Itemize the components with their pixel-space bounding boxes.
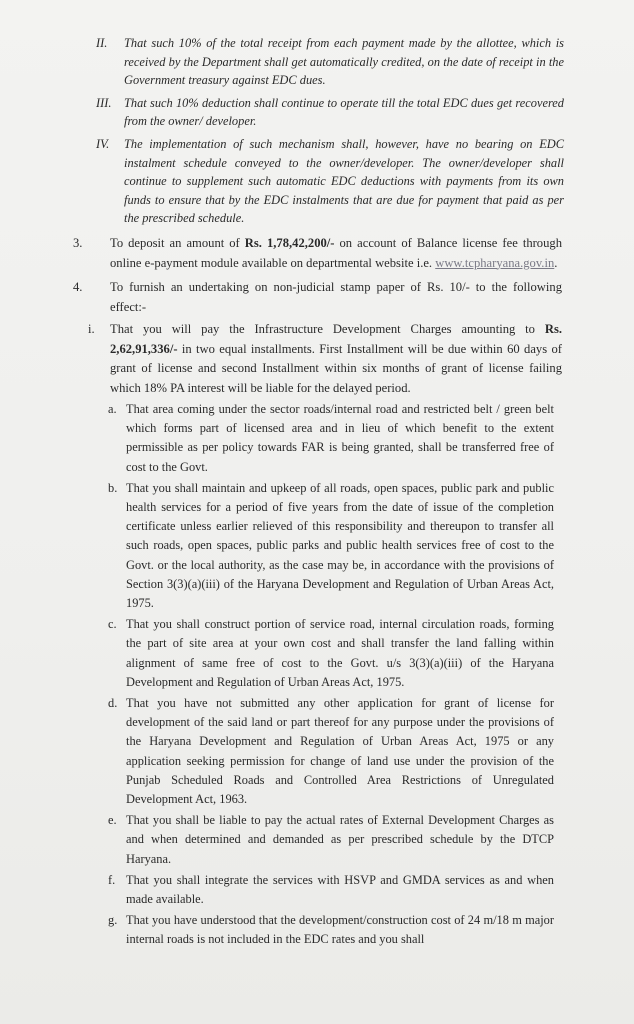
idc-amount: Rs. 2,62,91,336/-	[110, 322, 562, 356]
undertaking-letter: f.	[108, 872, 116, 887]
undertaking-text: That you will pay the Infrastructure Development Charges amounting to	[110, 322, 545, 337]
clause-number: III.	[96, 95, 112, 110]
undertaking-letter: b.	[108, 480, 118, 495]
undertaking-text-cont: in two equal installments. First Installment will be due within 60 days of grant of license and second Installment within six months of grant of license failing which 18% PA interest will be liable for the delayed period.	[110, 341, 562, 395]
clause-IV	[96, 135, 564, 228]
undertaking-i	[88, 320, 562, 398]
condition-number: 3.	[73, 235, 83, 250]
undertaking-e	[108, 811, 554, 869]
undertaking-text: That you have not submitted any other application for grant of license for development of the said land or part thereof for any purpose under the provisions of the Haryana Development and Regulation of Urban Areas Act, 1975 or any application seeking permission for change of land use under the provision of the Punjab Scheduled Roads and Controlled Area Restrictions of Unregulated Development Act, 1963.	[126, 695, 554, 806]
condition-3	[73, 234, 562, 273]
undertaking-letter: c.	[108, 617, 117, 632]
condition-text: To furnish an undertaking on non-judicial stamp paper of Rs. 10/- to the following effect:-	[110, 280, 562, 314]
undertaking-f	[108, 871, 554, 909]
undertaking-text: That you shall maintain and upkeep of all roads, open spaces, public park and public health services for a period of five years from the date of issue of the completion certificate unless earlier relieved of this responsibility and thereupon to transfer all such roads, open spaces, public parks and public health services free of cost to the Govt. or the local authority, as the case may be, in accordance with the provisions of Section 3(3)(a)(iii) of the Haryana Development and Regulation of Urban Areas Act, 1975.	[126, 480, 554, 610]
undertaking-letter: d.	[108, 695, 118, 710]
license-fee-amount: Rs. 1,78,42,200/-	[244, 235, 335, 250]
condition-4	[73, 278, 562, 317]
undertaking-g	[108, 911, 554, 949]
clause-number: IV.	[96, 136, 110, 151]
sentence-end: .	[554, 255, 558, 270]
condition-text-cont: on account of Balance license fee through online e-payment module available on departmental website i.e.	[110, 235, 562, 270]
undertaking-number: i.	[88, 322, 95, 337]
clause-text: The implementation of such mechanism shall, however, have no bearing on EDC instalment schedule conveyed to the owner/developer. The owner/developer shall continue to supplement such automatic EDC deductions with payments from its own funds to ensure that by the EDC instalments that are due for payment that paid as per the prescribed schedule.	[124, 136, 564, 226]
undertaking-a	[108, 400, 554, 477]
clause-II	[96, 34, 564, 90]
clause-text: That such 10% of the total receipt from each payment made by the allottee, which is received by the Department shall get automatically credited, on the date of receipt in the Government treasury against EDC dues.	[124, 36, 564, 88]
undertaking-letter: g.	[108, 913, 118, 928]
website-link[interactable]: www.tcpharyana.gov.in	[435, 255, 555, 270]
undertaking-text: That area coming under the sector roads/internal road and restricted belt / green belt which forms part of licensed area and in lieu of which benefit to the extent permissible as per policy towards FAR is being granted, shall be transferred free of cost to the Govt.	[126, 401, 554, 474]
clause-number: II.	[96, 36, 108, 50]
condition-number: 4.	[73, 280, 83, 295]
condition-text: To deposit an amount of	[110, 235, 245, 250]
undertaking-text: That you have understood that the development/construction cost of 24 m/18 m major internal roads is not included in the EDC rates and you shall	[126, 913, 554, 947]
clause-text: That such 10% deduction shall continue to operate till the total EDC dues get recovered from the owner/ developer.	[124, 95, 564, 129]
document-body	[0, 34, 634, 952]
undertaking-letter: e.	[108, 813, 117, 828]
undertaking-letter: a.	[108, 401, 117, 416]
undertaking-text: That you shall integrate the services with HSVP and GMDA services as and when made available.	[126, 872, 554, 907]
undertaking-text: That you shall be liable to pay the actual rates of External Development Charges as and when determined and demanded as per prescribed schedule by the DTCP Haryana.	[126, 813, 554, 866]
undertaking-c	[108, 615, 554, 692]
undertaking-text: That you shall construct portion of service road, internal circulation roads, forming the part of site area at your own cost and shall transfer the land falling within alignment of same free of cost to the Govt. u/s 3(3)(a)(iii) of the Haryana Development and Regulation of Urban Areas Act, 1975.	[126, 617, 554, 689]
clause-III	[96, 94, 564, 131]
undertaking-b	[108, 479, 554, 613]
undertaking-d	[108, 694, 554, 809]
